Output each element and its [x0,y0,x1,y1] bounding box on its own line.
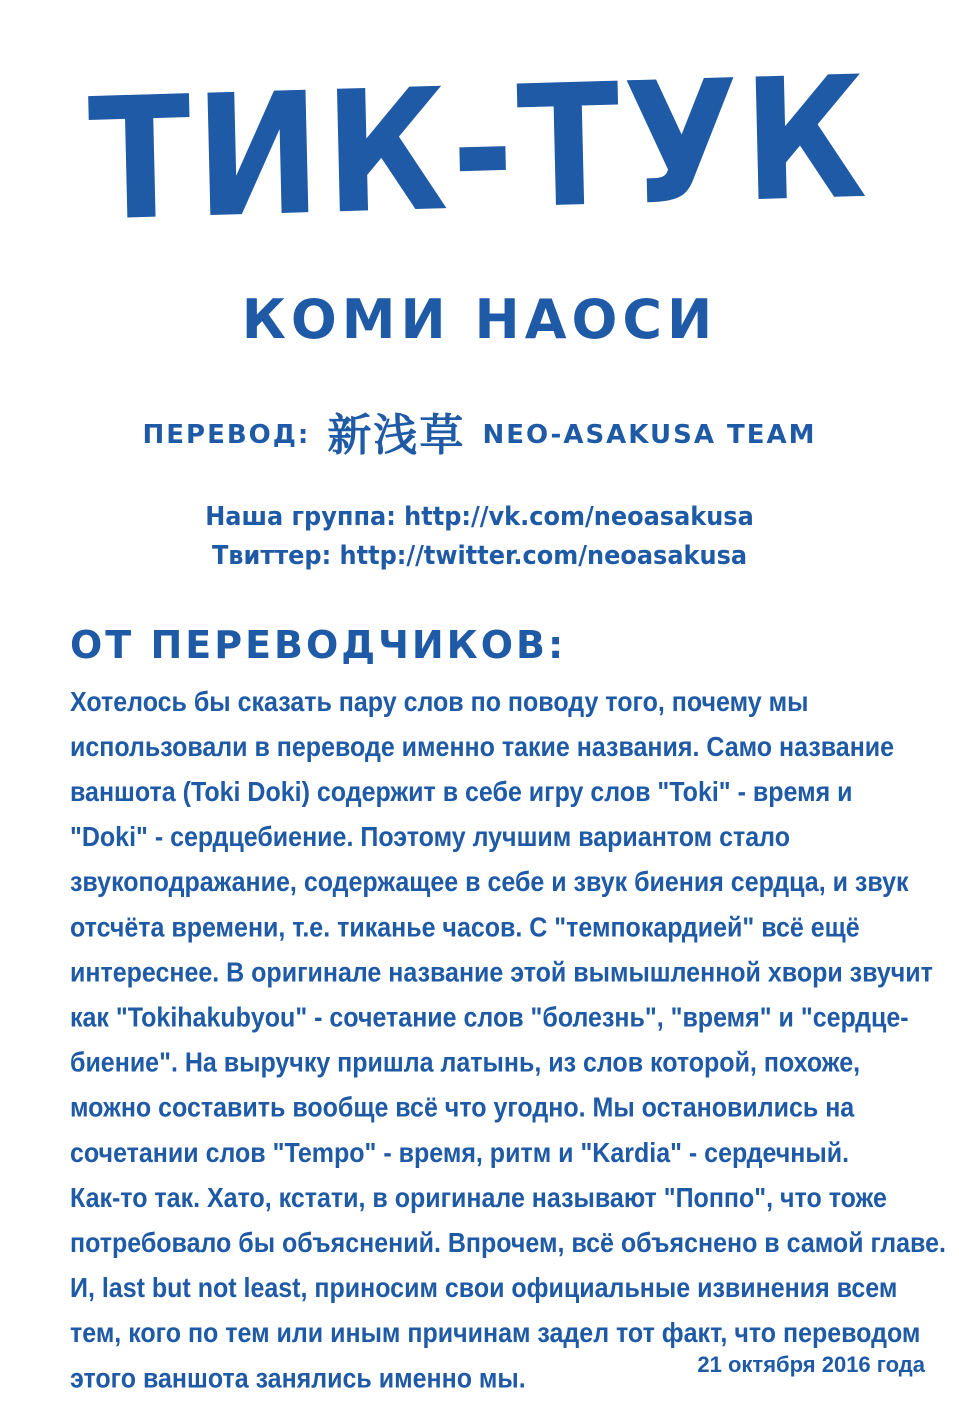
translator-note [70,680,946,1402]
note-line: Как-то так. Хато, кстати, в оригинале называют "Поппо", что тоже [70,1182,887,1214]
translation-label: ПЕРЕВОД: [142,420,311,450]
translation-credit [0,405,959,466]
note-date: 21 октября 2016 года [697,1352,925,1377]
note-line: "Doki" - сердцебиение. Поэтому лучшим вариантом стало [70,821,790,853]
note-line: отсчёта времени, т.е. тиканье часов. С "темпокардией" всё ещё [70,912,860,943]
twitter-link[interactable]: Твиттер: http://twitter.com/neoasakusa [211,540,748,571]
note-line: тем, кого по тем или иным причинам задел тот факт, что переводом [70,1318,921,1349]
note-line: И, last but not least, приносим свои официальные извинения всем [70,1272,898,1304]
note-line: как "Tokihakubyou" - сочетание слов "болезнь", "время" и "сердце- [70,1002,909,1034]
team-name: NEO-ASAKUSA TEAM [482,420,817,450]
note-line: сочетании слов "Tempo" - время, ритм и "Kardia" - сердечный. [70,1137,850,1169]
note-line: потребовало бы объяснений. Впрочем, всё объяснено в самой главе. [70,1227,946,1259]
manga-title: ТИК-ТУК [86,41,873,259]
note-line: звукоподражание, содержащее в себе и звук биения сердца, и звук [70,867,909,898]
team-kanji: 新浅草 [327,409,466,461]
note-line: ваншота (Toki Doki) содержит в себе игру слов "Toki" - время и [70,776,853,808]
author-name: КОМИ НАОСИ [241,288,718,351]
group-link[interactable]: Наша группа: http://vk.com/neoasakusa [205,501,754,532]
note-line: Хотелось бы сказать пару слов по поводу того, почему мы [70,686,809,718]
note-line: биение". На выручку пришла латынь, из слов которой, похоже, [70,1047,861,1079]
links-block [0,497,959,575]
note-line: этого ваншота занялись именно мы. [70,1363,526,1394]
note-line: использовали в переводе именно такие названия. Само название [70,731,895,763]
note-line: можно составить вообще всё что угодно. Мы остановились на [70,1092,855,1124]
note-line: интереснее. В оригинале название этой вымышленной хвори звучит [70,957,933,988]
section-heading: ОТ ПЕРЕВОДЧИКОВ: [70,623,567,667]
